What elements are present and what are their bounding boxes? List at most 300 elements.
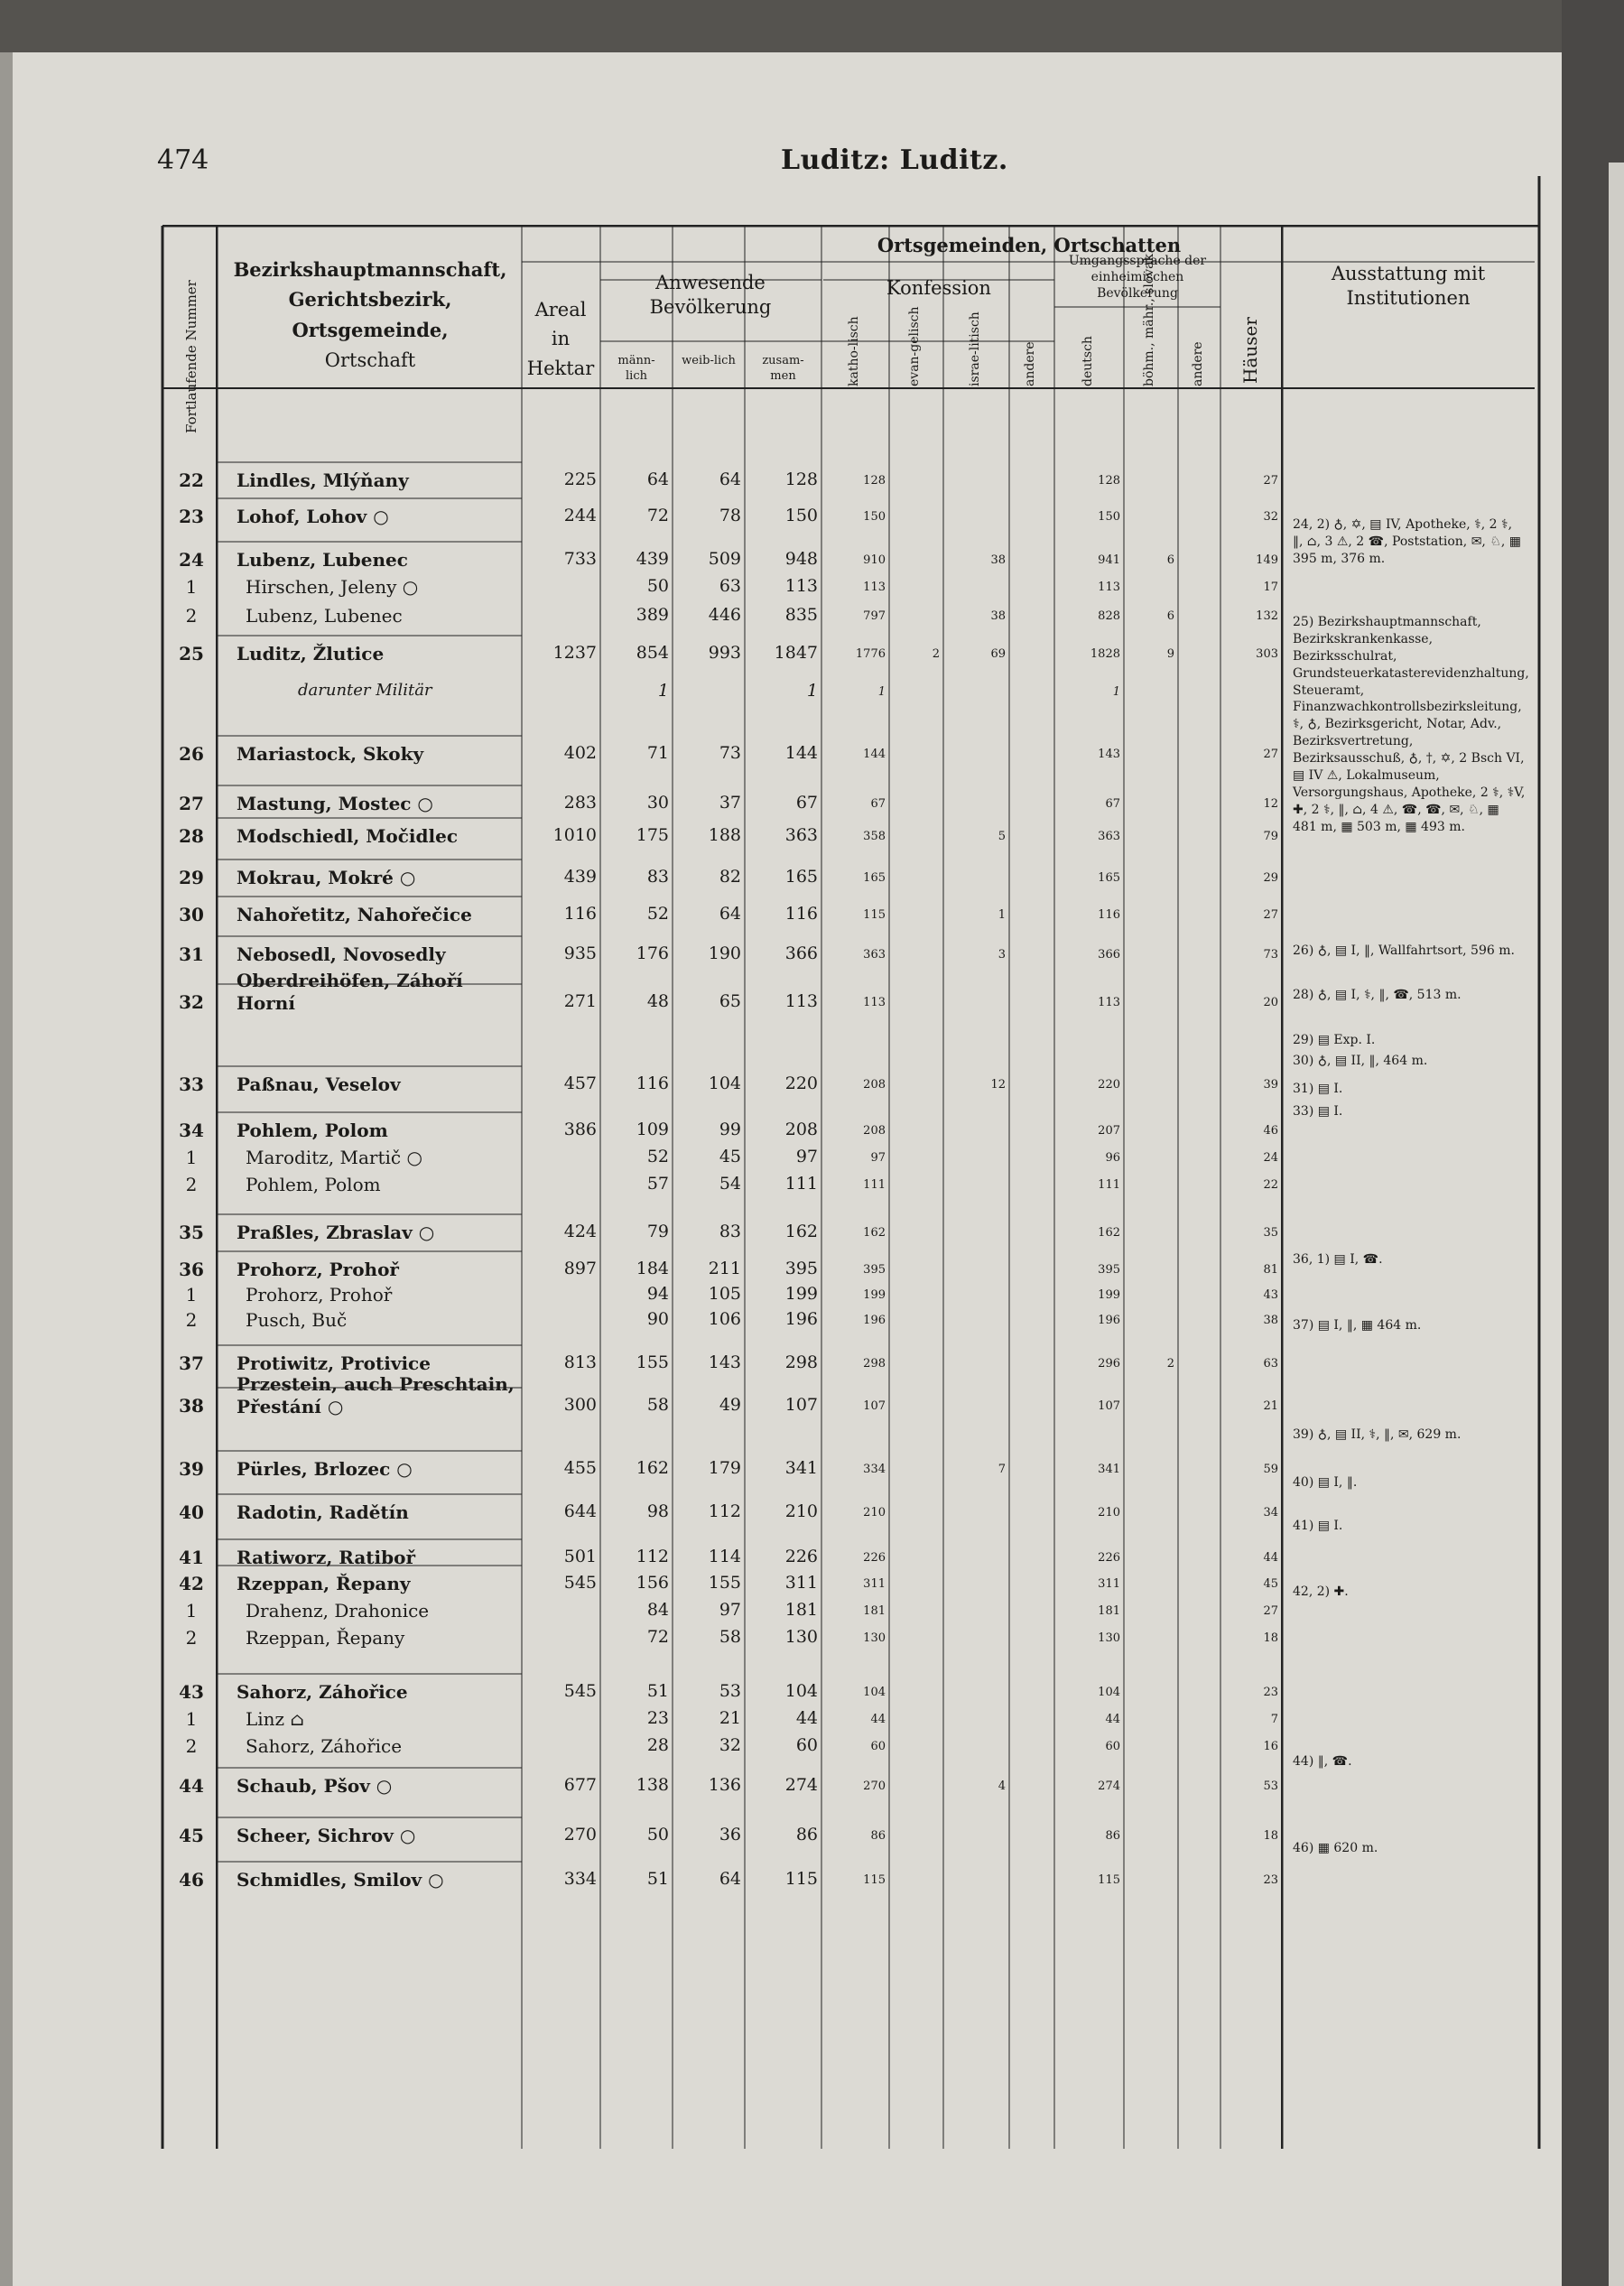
cell-kath: 199 [863,1288,886,1302]
cell-t: 196 [784,1309,818,1329]
row-name: Prohorz, Prohoř [237,1259,399,1280]
header-name-2: Gerichtsbezirk, [288,288,452,311]
cell-h: 23 [1263,1686,1278,1699]
cell-kath: 196 [863,1314,886,1327]
row-name: Pürles, Brlozec ○ [237,1458,413,1480]
header-conf-and: andere [1023,341,1037,386]
cell-isr: 4 [998,1780,1006,1793]
cell-w: 143 [708,1352,741,1372]
row-number: 32 [179,991,204,1013]
cell-m: 84 [646,1600,669,1620]
cell-w: 188 [708,825,741,845]
institution-note: 44) ‖, ☎. [1293,1754,1352,1769]
cell-t: 97 [795,1147,818,1166]
cell-h: 20 [1263,996,1278,1009]
cell-t: 111 [784,1174,818,1194]
cell-isr: 69 [990,647,1006,661]
cell-deu: 199 [1098,1288,1120,1302]
institution-note: 36, 1) ▤ I, ☎. [1293,1252,1383,1267]
cell-w: 53 [719,1681,741,1701]
cell-kath: 181 [863,1604,886,1618]
cell-isr: 38 [990,609,1006,623]
cell-kath: 150 [863,510,886,524]
cell-kath: 1776 [855,647,886,661]
row-number: 46 [179,1869,204,1891]
row-name: Protiwitz, Protivice [237,1352,431,1374]
header-number: Fortlaufende Nummer [183,280,200,433]
cell-h: 303 [1256,647,1278,661]
cell-w: 99 [719,1120,741,1139]
row-number: 36 [179,1259,204,1280]
cell-deu: 296 [1098,1357,1120,1371]
cell-area: 813 [563,1352,597,1372]
cell-area: 455 [563,1458,597,1478]
cell-boh: 9 [1166,647,1174,661]
cell-w: 97 [719,1600,741,1620]
cell-t: 835 [784,605,818,625]
row-name: Sahorz, Záhořice [237,1681,408,1703]
cell-m: 51 [646,1869,669,1889]
cell-area: 300 [563,1395,597,1415]
cell-area: 733 [563,549,597,569]
cell-h: 27 [1263,474,1278,488]
header-conf-isr: israe-litisch [967,311,982,386]
row-name: Przestein, auch Preschtain, Přestání ○ [237,1373,515,1417]
cell-w: 82 [719,867,741,887]
cell-w: 21 [719,1708,741,1728]
cell-deu: 115 [1098,1873,1120,1887]
header-conf-kath: katho-lisch [846,316,861,386]
cell-h: 27 [1263,908,1278,922]
cell-deu: 341 [1098,1463,1120,1476]
cell-m: 50 [646,576,669,596]
row-number: 26 [179,743,204,765]
header-institutions: Ausstattung mit Institutionen [1331,263,1486,310]
cell-area: 545 [563,1681,597,1701]
row-number: 31 [179,943,204,965]
row-number: 38 [179,1395,204,1417]
cell-t: 395 [784,1259,818,1278]
cell-h: 149 [1256,553,1278,567]
cell-m: 58 [646,1395,669,1415]
cell-w: 58 [719,1627,741,1647]
header-lang-boh: böhm., mähr., slovak. [1142,249,1156,386]
institution-note: 37) ▤ I, ‖, ▦ 464 m. [1293,1318,1422,1333]
cell-isr: 3 [998,948,1006,962]
cell-deu: 44 [1105,1713,1120,1726]
header-lang-deu: deutsch [1080,336,1095,386]
cell-kath: 208 [863,1124,886,1138]
cell-deu: 196 [1098,1314,1120,1327]
row-name: Lindles, Mlýňany [237,469,409,491]
cell-kath: 128 [863,474,886,488]
cell-deu: 165 [1098,871,1120,885]
row-name: Schmidles, Smilov ○ [237,1869,444,1891]
cell-m: 175 [636,825,669,845]
cell-m: 116 [636,1073,669,1093]
cell-kath: 226 [863,1551,886,1565]
cell-ev: 2 [932,647,940,661]
header-lang-land: andere [1190,341,1205,386]
cell-isr: 12 [990,1078,1006,1092]
cell-area: 501 [563,1547,597,1566]
row-number: 1 [185,576,198,598]
row-name: Pohlem, Polom [237,1120,388,1141]
cell-h: 63 [1263,1357,1278,1371]
row-name: Maroditz, Martič ○ [246,1147,422,1168]
row-name: Radotin, Radětín [237,1501,409,1523]
cell-deu: 104 [1098,1686,1120,1699]
cell-t: 113 [784,576,818,596]
cell-area: 271 [563,991,597,1011]
row-number: 2 [185,1174,198,1195]
institution-note: 39) ♁, ▤ II, ⚕, ‖, ✉, 629 m. [1293,1427,1462,1442]
cell-h: 32 [1263,510,1278,524]
cell-m: 52 [646,1147,669,1166]
cell-t: 60 [795,1735,818,1755]
cell-deu: 941 [1098,553,1120,567]
cell-area: 897 [563,1259,597,1278]
cell-isr: 1 [998,908,1006,922]
cell-w: 36 [719,1825,741,1845]
cell-area: 283 [563,793,597,813]
cell-deu: 113 [1098,996,1120,1009]
row-name: Prohorz, Prohoř [246,1284,393,1306]
cell-m: 112 [636,1547,669,1566]
cell-w: 54 [719,1174,741,1194]
cell-t: 162 [784,1222,818,1241]
cell-t: 128 [784,469,818,489]
cell-h: 44 [1263,1551,1278,1565]
cell-w: 179 [708,1458,741,1478]
cell-h: 22 [1263,1178,1278,1192]
cell-h: 24 [1263,1151,1278,1165]
cell-area: 244 [563,506,597,525]
cell-area: 334 [563,1869,597,1889]
cell-h: 35 [1263,1226,1278,1240]
cell-area: 935 [563,943,597,963]
cell-kath: 797 [863,609,886,623]
cell-boh: 6 [1166,553,1174,567]
cell-m: 155 [636,1352,669,1372]
cell-isr: 38 [990,553,1006,567]
row-name: Modschiedl, Močidlec [237,825,459,847]
cell-deu: 111 [1098,1178,1120,1192]
row-name: Mastung, Mostec ○ [237,793,433,814]
cell-kath: 270 [863,1780,886,1793]
cell-t: 115 [784,1869,818,1889]
cell-kath: 104 [863,1686,886,1699]
cell-area: 225 [563,469,597,489]
cell-kath: 107 [863,1399,886,1413]
cell-kath: 97 [870,1151,886,1165]
cell-kath: 67 [870,797,886,811]
cell-boh: 6 [1166,609,1174,623]
cell-h: 59 [1263,1463,1278,1476]
cell-kath: 113 [863,996,886,1009]
cell-h: 38 [1263,1314,1278,1327]
cell-kath: 86 [870,1829,886,1843]
cell-t: 67 [795,793,818,813]
cell-deu: 113 [1098,581,1120,594]
cell-m: 48 [646,991,669,1011]
row-name: Rzeppan, Řepany [237,1573,411,1594]
cell-deu: 60 [1105,1740,1120,1753]
cell-h: 73 [1263,948,1278,962]
institution-note: 40) ▤ I, ‖. [1293,1475,1358,1490]
cell-deu: 67 [1105,797,1120,811]
header-group-language: Umgangssprache der einheimischen Bevölkerung [1068,254,1207,302]
header-name-1: Bezirkshauptmannschaft, [233,258,507,281]
cell-kath: 115 [863,1873,886,1887]
cell-w: 64 [719,469,741,489]
row-name: Nebosedl, Novosedly [237,943,446,965]
cell-deu: 207 [1098,1124,1120,1138]
cell-m: 176 [636,943,669,963]
cell-kath: 910 [863,553,886,567]
cell-kath: 44 [870,1713,886,1726]
header-group-population: Anwesende Bevölkerung [649,272,772,319]
header-pop-t: zusam-men [762,354,804,383]
institution-note: 25) Bezirkshauptmannschaft, Bezirkskrankenkasse, Bezirksschulrat, Grundsteuerkatasterevidenzhaltung, Steueramt, Finanzwachkontrollsbezirksleitung, ⚕, ♁, Bezirksgericht, Notar, Adv., Bezirksvertretung, Bezirksausschuß, ♁, †, ✡, 2 Bsch VI, ▤ IV ⚠, Lokalmuseum, Versorgungshaus, Apotheke, 2 ⚕, ⚕V, ✚, 2 ⚕, ‖, ⌂, 4 ⚠, ☎, ☎, ✉, ♘, ▦ 481 m, ▦ 503 m, ▦ 493 m. [1293,615,1529,834]
row-name: darunter Militär [298,681,432,700]
header-area-3: Hektar [526,358,595,379]
cell-t: 86 [795,1825,818,1845]
cell-kath: 311 [863,1577,886,1591]
row-name: Nahořetitz, Nahořečice [237,904,472,925]
cell-w: 65 [719,991,741,1011]
row-number: 2 [185,605,198,627]
cell-t: 366 [784,943,818,963]
cell-m: 1 [657,681,669,701]
page-title: Luditz: Luditz. [781,144,1008,176]
cell-t: 208 [784,1120,818,1139]
cell-m: 90 [646,1309,669,1329]
cell-h: 7 [1270,1713,1278,1726]
cell-w: 64 [719,1869,741,1889]
cell-m: 98 [646,1501,669,1521]
cell-t: 274 [784,1775,818,1795]
row-number: 1 [185,1284,198,1306]
cell-deu: 150 [1098,510,1120,524]
row-number: 40 [179,1501,204,1523]
cell-m: 439 [636,549,669,569]
cell-deu: 86 [1105,1829,1120,1843]
cell-m: 94 [646,1284,669,1304]
cell-w: 63 [719,576,741,596]
cell-w: 190 [708,943,741,963]
cell-kath: 334 [863,1463,886,1476]
row-name: Ratiworz, Ratiboř [237,1547,415,1568]
row-number: 27 [179,793,204,814]
row-number: 39 [179,1458,204,1480]
cell-kath: 208 [863,1078,886,1092]
cell-deu: 366 [1098,948,1120,962]
cell-w: 211 [708,1259,741,1278]
cell-w: 45 [719,1147,741,1166]
cell-m: 52 [646,904,669,924]
cell-t: 1847 [774,643,818,663]
cell-t: 107 [784,1395,818,1415]
cell-h: 81 [1263,1263,1278,1277]
cell-deu: 162 [1098,1226,1120,1240]
header-pop-m: männ-lich [617,354,655,383]
row-name: Linz ⌂ [246,1708,304,1730]
cell-deu: 128 [1098,474,1120,488]
cell-m: 854 [636,643,669,663]
row-number: 41 [179,1547,204,1568]
cell-m: 51 [646,1681,669,1701]
cell-h: 43 [1263,1288,1278,1302]
cell-m: 72 [646,1627,669,1647]
cell-t: 341 [784,1458,818,1478]
cell-kath: 395 [863,1263,886,1277]
cell-h: 27 [1263,748,1278,761]
cell-m: 138 [636,1775,669,1795]
cell-t: 181 [784,1600,818,1620]
row-name: Mariastock, Skoky [237,743,424,765]
row-name: Paßnau, Veselov [237,1073,401,1095]
cell-area: 545 [563,1573,597,1593]
page-number: 474 [157,144,209,176]
cell-deu: 96 [1105,1151,1120,1165]
cell-area: 457 [563,1073,597,1093]
institution-note: 24, 2) ♁, ✡, ▤ IV, Apotheke, ⚕, 2 ⚕, ‖, ⌂, 3 ⚠, 2 ☎, Poststation, ✉, ♘, ▦ 395 m, 376 m. [1293,517,1522,566]
institution-note: 46) ▦ 620 m. [1293,1841,1378,1855]
row-number: 37 [179,1352,204,1374]
row-name: Praßles, Zbraslav ○ [237,1222,435,1243]
cell-h: 53 [1263,1780,1278,1793]
cell-deu: 107 [1098,1399,1120,1413]
cell-kath: 165 [863,871,886,885]
cell-w: 105 [708,1284,741,1304]
cell-w: 155 [708,1573,741,1593]
row-name: Lohof, Lohov ○ [237,506,389,527]
cell-deu: 210 [1098,1506,1120,1519]
cell-deu: 220 [1098,1078,1120,1092]
header-group-confession: Konfession [886,277,991,299]
row-name: Luditz, Žlutice [237,643,385,664]
institution-note: 42, 2) ✚. [1293,1584,1349,1599]
cell-t: 948 [784,549,818,569]
cell-m: 184 [636,1259,669,1278]
cell-m: 71 [646,743,669,763]
institution-note: 30) ♁, ▤ II, ‖, 464 m. [1293,1054,1428,1068]
cell-w: 509 [708,549,741,569]
cell-m: 72 [646,506,669,525]
row-name: Pohlem, Polom [246,1174,381,1195]
cell-deu: 1 [1112,685,1120,699]
cell-w: 446 [708,605,741,625]
row-number: 24 [179,549,204,571]
cell-t: 226 [784,1547,818,1566]
header-group-main: Ortsgemeinden, Ortschatten [877,234,1182,256]
cell-t: 363 [784,825,818,845]
row-number: 43 [179,1681,204,1703]
cell-h: 18 [1263,1631,1278,1645]
row-number: 35 [179,1222,204,1243]
cell-w: 49 [719,1395,741,1415]
cell-h: 45 [1263,1577,1278,1591]
cell-t: 144 [784,743,818,763]
cell-deu: 363 [1098,830,1120,843]
row-number: 34 [179,1120,204,1141]
row-number: 23 [179,506,204,527]
cell-h: 21 [1263,1399,1278,1413]
cell-kath: 162 [863,1226,886,1240]
cell-t: 311 [784,1573,818,1593]
cell-w: 106 [708,1309,741,1329]
cell-area: 1010 [552,825,597,845]
header-conf-ev: evan-gelisch [907,306,922,386]
cell-area: 402 [563,743,597,763]
cell-kath: 115 [863,908,886,922]
cell-deu: 130 [1098,1631,1120,1645]
cell-h: 12 [1263,797,1278,811]
cell-kath: 130 [863,1631,886,1645]
cell-area: 439 [563,867,597,887]
cell-area: 424 [563,1222,597,1241]
cell-w: 112 [708,1501,741,1521]
cell-m: 50 [646,1825,669,1845]
cell-m: 23 [646,1708,669,1728]
row-number: 45 [179,1825,204,1846]
cell-t: 113 [784,991,818,1011]
row-name: Hirschen, Jeleny ○ [246,576,419,598]
institution-note: 33) ▤ I. [1293,1104,1343,1119]
header-name-4: Ortschaft [324,349,416,371]
cell-kath: 1 [877,685,886,699]
row-number: 2 [185,1627,198,1649]
cell-kath: 144 [863,748,886,761]
cell-w: 993 [708,643,741,663]
header-name-3: Ortsgemeinde, [292,319,449,341]
institution-note: 29) ▤ Exp. I. [1293,1033,1376,1047]
cell-area: 644 [563,1501,597,1521]
row-name: Sahorz, Záhořice [246,1735,403,1757]
cell-m: 389 [636,605,669,625]
cell-h: 46 [1263,1124,1278,1138]
row-name: Drahenz, Drahonice [246,1600,430,1622]
cell-kath: 298 [863,1357,886,1371]
cell-deu: 395 [1098,1263,1120,1277]
cell-area: 1237 [552,643,597,663]
cell-deu: 181 [1098,1604,1120,1618]
cell-h: 17 [1263,581,1278,594]
cell-kath: 113 [863,581,886,594]
cell-m: 30 [646,793,669,813]
cell-h: 27 [1263,1604,1278,1618]
cell-t: 199 [784,1284,818,1304]
cell-deu: 311 [1098,1577,1120,1591]
institution-note: 26) ♁, ▤ I, ‖, Wallfahrtsort, 596 m. [1293,943,1515,958]
cell-m: 57 [646,1174,669,1194]
cell-deu: 828 [1098,609,1120,623]
cell-deu: 143 [1098,748,1120,761]
header-area-2: in [551,328,571,349]
cell-w: 78 [719,506,741,525]
row-number: 44 [179,1775,204,1797]
header-pop-w: weib-lich [682,354,736,367]
cell-w: 104 [708,1073,741,1093]
cell-w: 136 [708,1775,741,1795]
row-number: 1 [185,1600,198,1622]
cell-t: 130 [784,1627,818,1647]
cell-t: 165 [784,867,818,887]
cell-h: 79 [1263,830,1278,843]
cell-kath: 210 [863,1506,886,1519]
row-number: 28 [179,825,204,847]
